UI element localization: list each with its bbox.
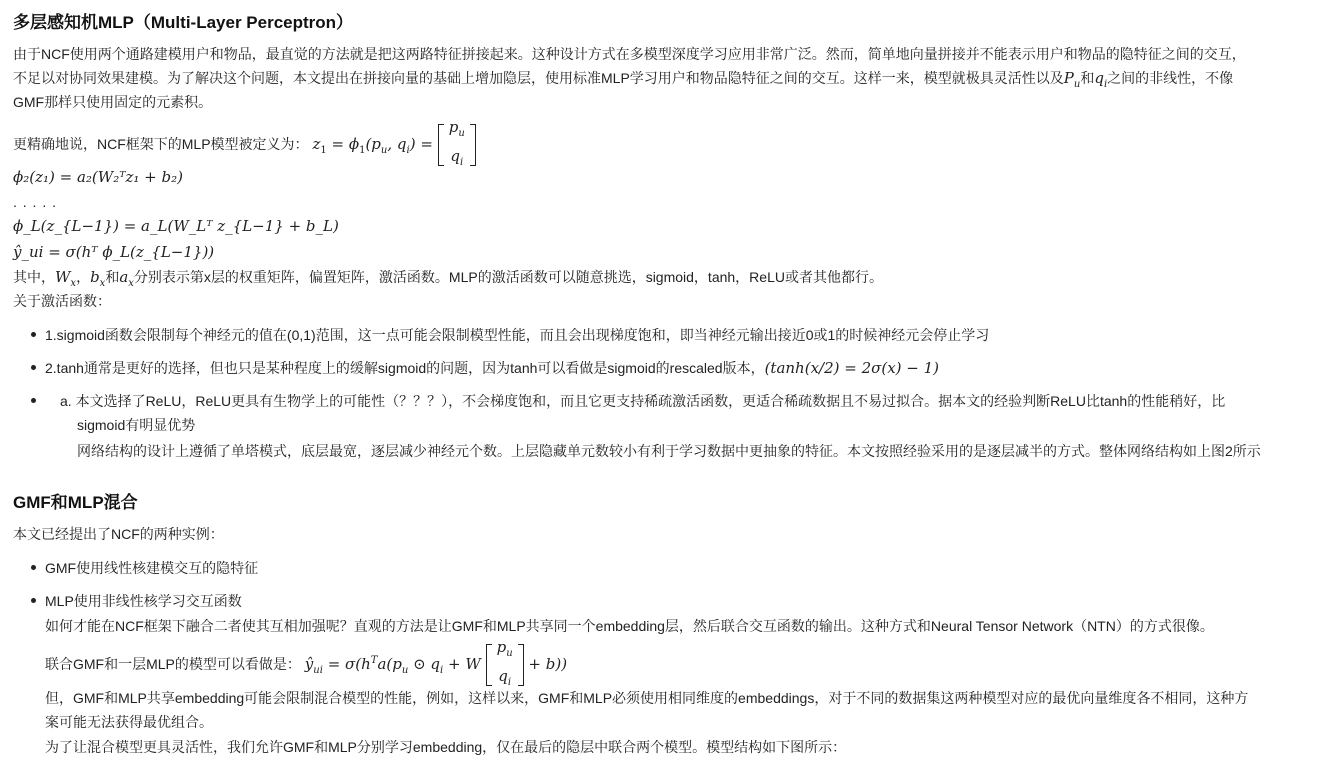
vector-pu-qi: $p_u$ $q_i$ — [438, 116, 476, 174]
math-pu: $P_u$ — [1063, 69, 1081, 90]
equation-phiL: ϕ_L(z_{L−1}) = a_L(W_Lᵀ z_{L−1} + b_L) — [13, 217, 339, 235]
list-item-relu: a. 本文选择了ReLU，ReLU更具有生物学上的可能性（？？？），不会梯度饱和，而且它更支持稀疏激活函数，更适合稀疏数据且不易过拟合。据本文的经验判断ReLU比tanh的性能稍好，比 — [60, 393, 1226, 409]
list-item: 1.sigmoid函数会限制每个神经元的值在(0,1)范围，这一点可能会限制模型性能，而且会出现梯度饱和，即当神经元输出接近0或1的时候神经元会停止学习 — [45, 327, 990, 343]
where-line: 其中，$W_x$，$b_x$和$a_x$分别表示第x层的权重矩阵，偏置矩阵，激活函数。MLP的激活函数可以随意挑选，sigmoid，tanh，ReLU或者其他都行。 — [13, 268, 883, 289]
equation-yhat: ŷ_ui = σ(hᵀ ϕ_L(z_{L−1})) — [13, 243, 215, 261]
share-paragraph-line: 案可能无法获得最优组合。 — [45, 714, 213, 730]
list-item: 2.tanh通常是更好的选择，但也只是某种程度上的缓解sigmoid的问题，因为tanh可以看做是sigmoid的rescaled版本，(tanh(x/2) = 2σ(x) − 1) — [45, 359, 940, 377]
bullet-dot — [31, 365, 36, 370]
section-title-mlp: 多层感知机MLP（Multi-Layer Perceptron） — [13, 13, 354, 32]
equation-z1: $z_1 = \phi_1(p_u$, $q_i$) = $p_u$ $q_i$ — [312, 135, 475, 153]
tower-paragraph: 网络结构的设计上遵循了单塔模式，底层最宽，逐层减少神经元个数。上层隐藏单元数较小有利于学习数据中更抽象的特征。本文按照经验采用的是逐层减半的方式。整体网络结构如上图2所示 — [77, 443, 1261, 459]
vector-pu-qi: $p_u$ $q_i$ — [486, 636, 524, 694]
activation-heading: 关于激活函数： — [13, 293, 111, 309]
intro-text: 本文已经提出了NCF的两种实例： — [13, 526, 224, 542]
ellipsis: . . . . . — [13, 194, 58, 210]
equation-fusion: $ŷ_{ui} = \sigma(h^Ta(p_u$ ⊙ $q_i + W$ $p_u$ $q_i$ + b)) — [305, 655, 567, 673]
paragraph-line: GMF那样只使用固定的元素积。 — [13, 94, 213, 110]
fuse-model-line: 联合GMF和一层MLP的模型可以看做是： $ŷ_{ui} = \sigma(h^Ta(p_u$ ⊙ $q_i + W$ $p_u$ $q_i$ + b)) — [45, 636, 567, 695]
definition-text: 更精确地说，NCF框架下的MLP模型被定义为： — [13, 136, 309, 152]
separate-paragraph: 为了让混合模型更具灵活性，我们允许GMF和MLP分别学习embedding，仅在最后的隐层中联合两个模型。模型结构如下图所示： — [45, 739, 847, 755]
list-item: MLP使用非线性核学习交互函数 — [45, 593, 242, 609]
paragraph-text: 不足以对协同效果建模。为了解决这个问题，本文提出在拼接向量的基础上增加隐层，使用标准MLP学习用户和物品隐特征之间的交互。这样一来，模型就极具灵活性以及 — [13, 70, 1064, 86]
bullet-dot — [31, 398, 36, 403]
tanh-formula: (tanh(x/2) = 2σ(x) − 1) — [764, 359, 940, 377]
equation-phi2: ϕ₂(z₁) = a₂(W₂ᵀz₁ + b₂) — [13, 168, 183, 186]
math-qi: $q_i$ — [1094, 69, 1108, 90]
section-title-fusion: GMF和MLP混合 — [13, 493, 138, 512]
paragraph-text: 之间的非线性，不像 — [1107, 70, 1234, 86]
fuse-question: 如何才能在NCF框架下融合二者使其互相加强呢？直观的方法是让GMF和MLP共享同一个embedding层，然后联合交互函数的输出。这种方式和Neural Tensor Network（NTN）的方式很像。 — [45, 618, 1214, 634]
share-paragraph-line: 但，GMF和MLP共享embedding可能会限制混合模型的性能，例如，这样以来，GMF和MLP必须使用相同维度的embeddings，对于不同的数据集这两种模型对应的最优向量维度各不相同，这种方 — [45, 690, 1249, 706]
list-item-relu-cont: sigmoid有明显优势 — [77, 417, 196, 433]
list-item: GMF使用线性核建模交互的隐特征 — [45, 560, 259, 576]
paragraph-line: 由于NCF使用两个通路建模用户和物品，最直觉的方法就是把这两路特征拼接起来。这种设计方式在多模型深度学习应用非常广泛。然而，简单地向量拼接并不能表示用户和物品的隐特征之间的交互， — [13, 46, 1246, 62]
bullet-dot — [31, 598, 36, 603]
and-text: 和 — [1080, 70, 1095, 86]
bullet-dot — [31, 332, 36, 337]
bullet-dot — [31, 565, 36, 570]
